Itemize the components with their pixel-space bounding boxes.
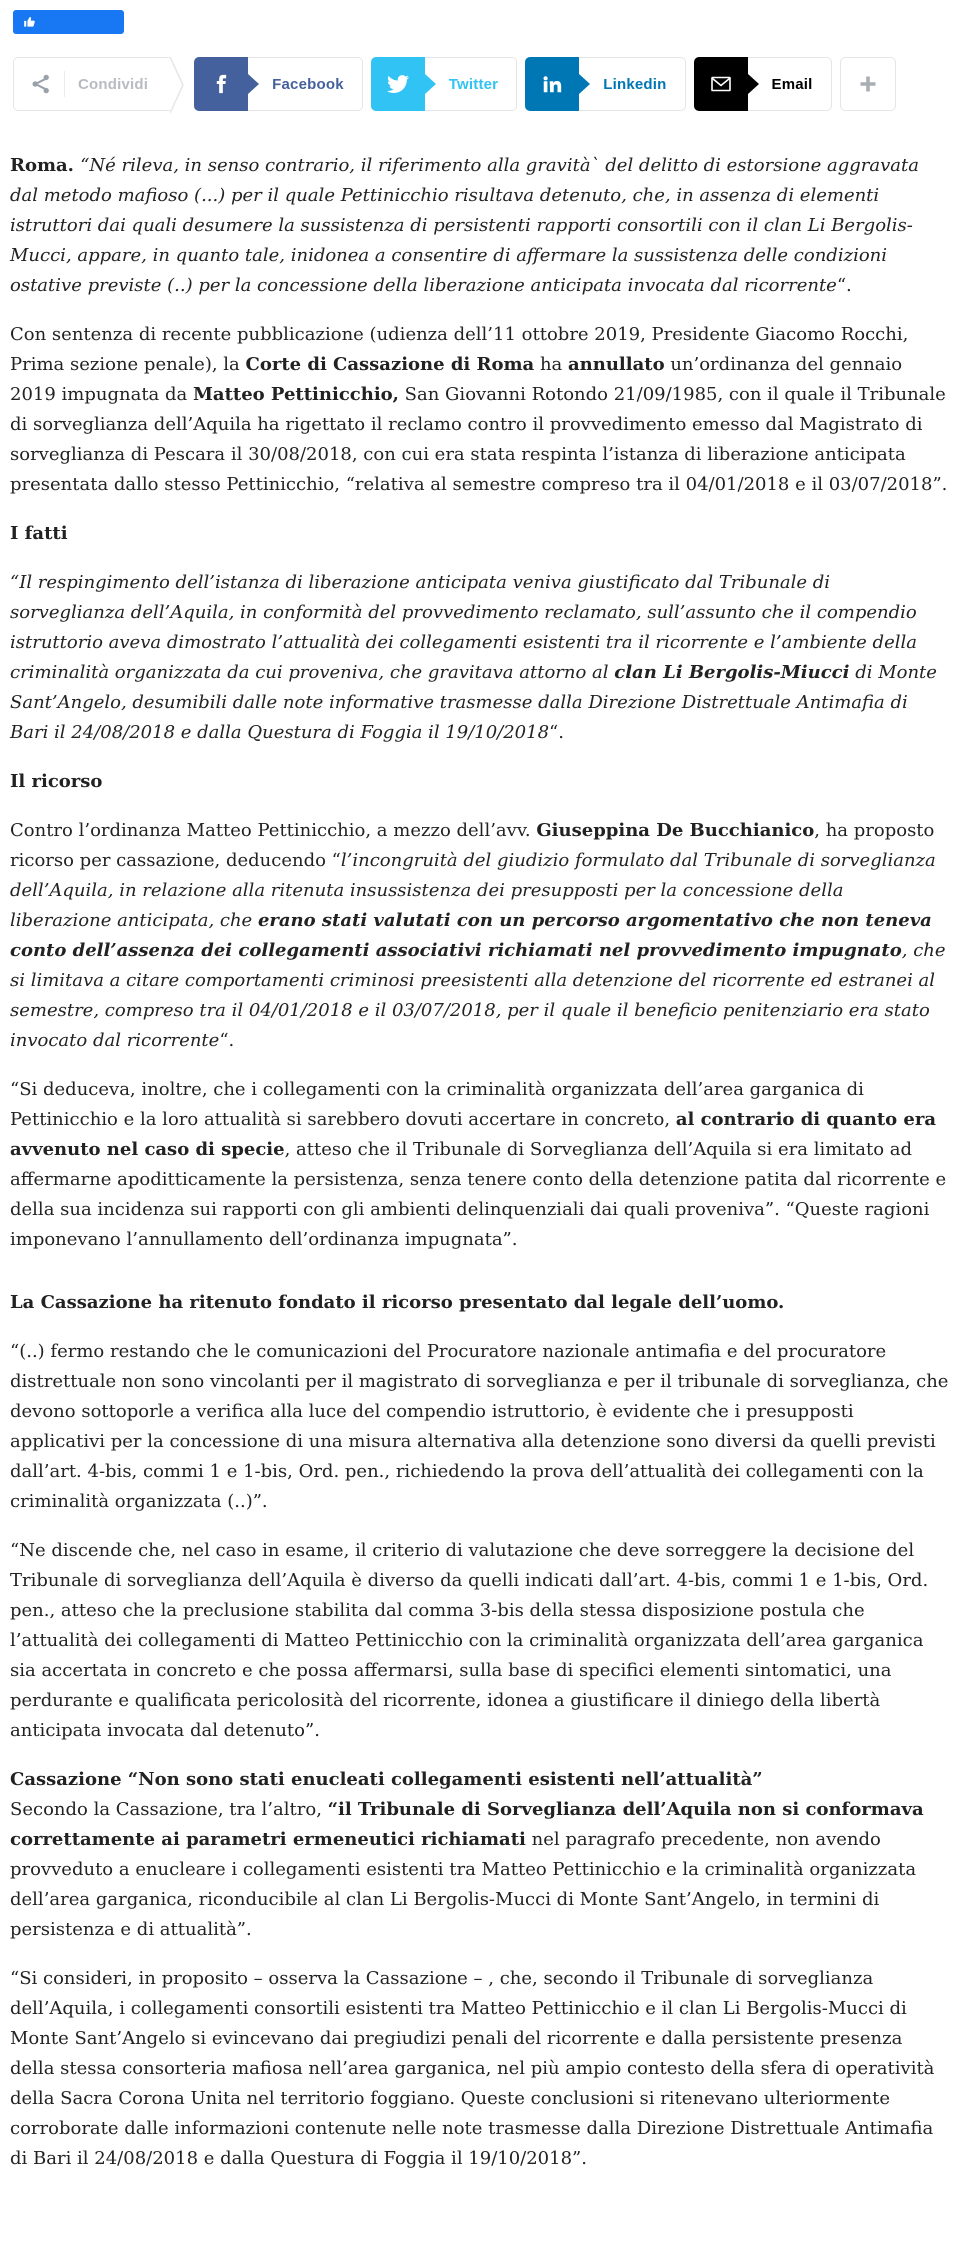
share-email-button[interactable]: [694, 57, 832, 111]
paragraph-sentenza: [10, 320, 950, 500]
share-trigger-button[interactable]: [13, 57, 170, 111]
like-count: 40: [99, 14, 114, 30]
text-segment: annullato: [568, 354, 665, 375]
text-segment: Contro l’ordinanza Matteo Pettinicchio, a mezzo dell’avv.: [10, 820, 537, 841]
share-twitter-button[interactable]: [371, 57, 517, 111]
text-segment: , che si limitava a citare comportamenti criminosi preesistenti alla detenzione del ricorrente ed estranei al semestre, compreso tra il 04/01/2018 e il 03/07/2018, per il quale il beneficio penitenziario era stato invocato dal ricorrente: [10, 940, 946, 1051]
text-segment: “Ne discende che, nel caso in esame, il criterio di valutazione che deve sorreggere la decisione del Tribunale di sorveglianza dell’Aquila è diverso da quelli indicati dall’art. 4-bis, commi 1 e 1-bis, Ord. pen., atteso che la preclusione stabilita dal comma 3-bis della stessa disposizione postula che l’attualità dei collegamenti di Matteo Pettinicchio con la criminalità organizzata dell’area garganica sia accertata in concreto e che possa affermarsi, sulla base di specifici elementi sintomatici, una perdurante e qualificata pericolosità del ricorrente, idonea a giustificare il diniego della libertà anticipata invocata dal detenuto”.: [10, 1540, 929, 1741]
like-button-label: Mi piace: [43, 14, 95, 30]
share-twitter-label: Twitter: [448, 75, 499, 93]
facebook-like-button[interactable]: [13, 10, 124, 34]
text-segment: “Il respingimento dell’istanza di liberazione anticipata veniva giustificato dal Tribunale di sorveglianza dell’Aquila, in conformità del provvedimento reclamato, sull’assunto che il compendio istruttorio aveva dimostrato l’attualità dei collegamenti esistenti tra il ricorrente e l’ambiente della criminalità organizzata da cui proveniva, che gravitava attorno al: [10, 572, 917, 683]
text-segment: I fatti: [10, 523, 68, 544]
paragraph-contro-ordinanza: [10, 816, 950, 1056]
share-trigger-label: Condividi: [78, 75, 149, 93]
text-segment: , ha proposto ricorso per cassazione, deducendo “: [10, 820, 935, 871]
linkedin-icon: [525, 57, 579, 111]
spacer: [10, 1274, 950, 1288]
text-segment: Giuseppina De Bucchianico: [536, 820, 815, 841]
article-body: [0, 111, 964, 2203]
email-icon: [694, 57, 748, 111]
text-segment: Matteo Pettinicchio,: [192, 384, 399, 405]
text-segment: ha: [534, 354, 568, 375]
text-segment: , atteso che il Tribunale di Sorveglianza dell’Aquila si era limitato ad affermarne apoditticamente la persistenza, senza tenere conto della detenzione patita dal ricorrente e della sua incidenza sui rapporti con gli ambienti delinquenziali dai quali proveniva”. “Queste ragioni imponevano l’annullamento dell’ordinanza impugnata”.: [10, 1139, 947, 1250]
text-segment: Con sentenza di recente pubblicazione (udienza dell’11 ottobre 2019, Presidente Giacomo Rocchi, Prima sezione penale), la: [10, 324, 909, 375]
paragraph-fermo-restando: [10, 1337, 950, 1517]
facebook-icon: [194, 57, 248, 111]
text-segment: “.: [836, 275, 852, 296]
text-segment: un’ordinanza del gennaio 2019 impugnata da: [10, 354, 903, 405]
share-linkedin-label: Linkedin: [603, 75, 667, 93]
text-segment: “.: [549, 722, 564, 743]
plus-icon: [857, 73, 879, 95]
text-segment: La Cassazione ha ritenuto fondato il ricorso presentato dal legale dell’uomo.: [10, 1292, 785, 1313]
text-segment: Cassazione “Non sono stati enucleati collegamenti esistenti nell’attualità”: [10, 1769, 763, 1790]
heading-il-ricorso: [10, 767, 950, 797]
like-row: [0, 0, 964, 34]
share-linkedin-button[interactable]: [525, 57, 685, 111]
text-segment: nel paragrafo precedente, non avendo provveduto a enucleare i collegamenti esistenti tra Matteo Pettinicchio e la criminalità organizzata dell’area garganica, riconducibile al clan Li Bergolis-Mucci di Monte Sant’Angelo, in termini di persistenza e di attualità”.: [10, 1829, 917, 1940]
text-segment: l’incongruità del giudizio formulato dal Tribunale di sorveglianza dell’Aquila, in relazione alla ritenuta insussistenza dei presupposti per la concessione della liberazione anticipata, che: [10, 850, 936, 931]
text-segment: “.: [219, 1030, 235, 1051]
text-segment: “Si deduceva, inoltre, che i collegamenti con la criminalità organizzata dell’area garganica di Pettinicchio e la loro attualità si sarebbero dovuti accertare in concreto,: [10, 1079, 864, 1130]
share-facebook-label: Facebook: [272, 75, 344, 93]
chevron-right-icon: [170, 57, 184, 113]
text-segment: di Monte Sant’Angelo, desumibili dalle note informative trasmesse dalla Direzione Distrettuale Antimafia di Bari il 24/08/2018 e dalla Questura di Foggia il 19/10/2018: [10, 662, 937, 743]
paragraph-si-consideri: [10, 1964, 950, 2174]
text-segment: al contrario di quanto era avvenuto nel caso di specie: [10, 1109, 937, 1160]
divider: [64, 71, 65, 97]
paragraph-si-deduceva: [10, 1075, 950, 1255]
share-nodes-icon: [31, 74, 51, 94]
share-bar: [13, 57, 964, 111]
thumb-up-icon: [23, 15, 37, 29]
paragraph-respingimento: [10, 568, 950, 748]
share-facebook-button[interactable]: [194, 57, 363, 111]
text-segment: Secondo la Cassazione, tra l’altro,: [10, 1799, 328, 1820]
text-segment: San Giovanni Rotondo 21/09/1985, con il quale il Tribunale di sorveglianza dell’Aquila ha rigettato il reclamo contro il provvedimento emesso dal Magistrato di sorveglianza di Pescara il 30/08/2018, con cui era stata respinta l’istanza di liberazione anticipata presentata dallo stesso Pettinicchio, “relativa al semestre compreso tra il 04/01/2018 e il 03/07/2018”.: [10, 384, 948, 495]
paragraph-cassazione-fondato: [10, 1288, 950, 1318]
text-segment: “Né rileva, in senso contrario, il riferimento alla gravità` del delitto di estorsione aggravata dal metodo mafioso (...) per il quale Pettinicchio risultava detenuto, che, in assenza di elementi istruttori dai quali desumere la sussistenza di persistenti rapporti consortili con il clan Li Bergolis-Mucci, appare, in quanto tale, inidonea a consentire di affermare la sussistenza delle condizioni ostative previste (..) per la concessione della liberazione anticipata invocata dal ricorrente: [10, 155, 919, 296]
text-segment: Corte di Cassazione di Roma: [245, 354, 535, 375]
text-segment: Il ricorso: [10, 771, 103, 792]
text-segment: clan Li Bergolis-Miucci: [614, 662, 850, 683]
text-segment: Roma.: [10, 155, 81, 176]
paragraph-roma: [10, 151, 950, 301]
text-segment: “Si consideri, in proposito – osserva la Cassazione – , che, secondo il Tribunale di sorveglianza dell’Aquila, i collegamenti consortili esistenti tra Matteo Pettinicchio e il clan Li Bergolis-Mucci di Monte Sant’Angelo si evincevano dai pregiudizi penali del ricorrente e dalla persistente presenza della stessa consorteria mafiosa nell’area garganica, nel più ampio contesto della sfera di operatività della Sacra Corona Unita nel territorio foggiano. Queste conclusioni si ritenevano ulteriormente corroborate dalle informazioni contenute nelle note trasmesse dalla Direzione Distrettuale Antimafia di Bari il 24/08/2018 e dalla Questura di Foggia il 19/10/2018”.: [10, 1968, 935, 2169]
share-more-button[interactable]: [840, 57, 896, 111]
text-segment: erano stati valutati con un percorso argomentativo che non teneva conto dell’assenza dei collegamenti associativi richiamati nel provvedimento impugnato: [10, 910, 932, 961]
paragraph-ne-discende: [10, 1536, 950, 1746]
share-email-label: Email: [771, 75, 813, 93]
text-segment: “il Tribunale di Sorveglianza dell’Aquila non si conformava correttamente ai parametri ermeneutici richiamati: [10, 1799, 924, 1850]
heading-i-fatti: [10, 519, 950, 549]
paragraph-cassazione-citazione: [10, 1765, 950, 1945]
twitter-icon: [371, 57, 425, 111]
text-segment: “(..) fermo restando che le comunicazioni del Procuratore nazionale antimafia e del procuratore distrettuale non sono vincolanti per il magistrato di sorveglianza e per il tribunale di sorveglianza, che devono sottoporle a verifica alla luce del compendio istruttorio, è evidente che i presupposti applicativi per la concessione di una misura alternativa alla detenzione sono diversi da quelli previsti dall’art. 4-bis, commi 1 e 1-bis, Ord. pen., richiedendo la prova dell’attualità dei collegamenti con la criminalità organizzata (..)”.: [10, 1341, 949, 1512]
